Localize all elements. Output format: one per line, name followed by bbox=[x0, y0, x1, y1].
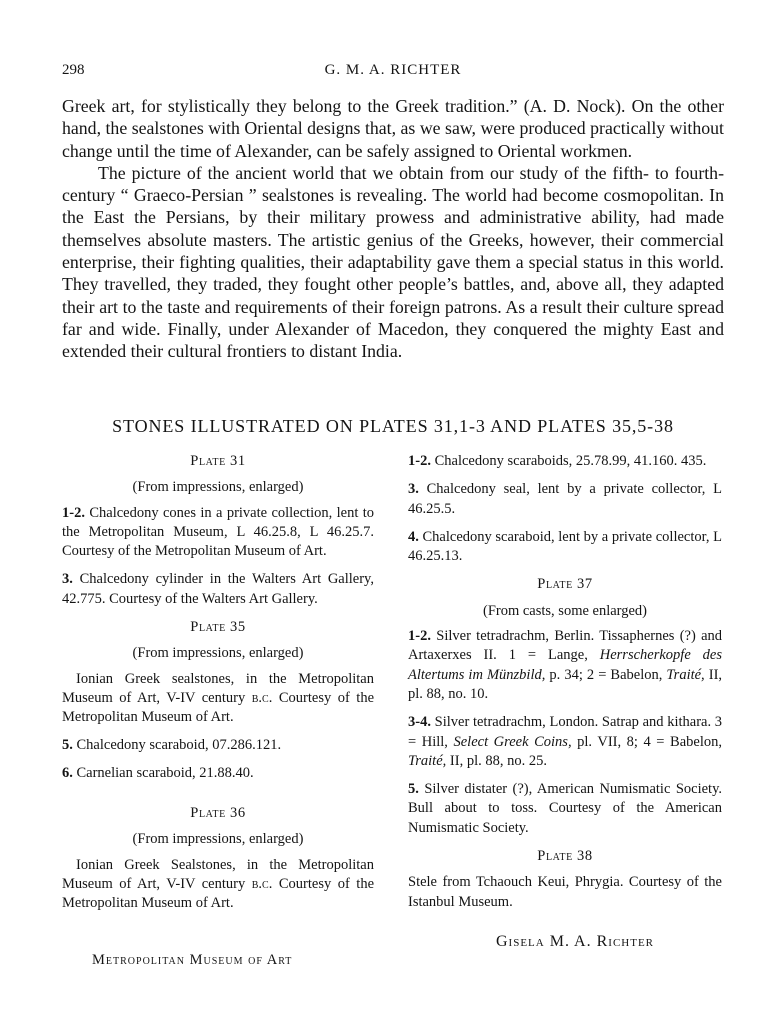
plate-entry bbox=[62, 570, 374, 609]
entry-text: Chalcedony cylinder in the Walters Art Gallery, 42.775. Courtesy of the Walters Art Gallery. bbox=[62, 571, 374, 607]
era-abbrev: b.c. bbox=[251, 876, 273, 893]
entry-text: Silver tetradrachm, Berlin. Tissaphernes (?) and Artaxerxes II. 1 = Lange, bbox=[408, 628, 723, 664]
entry-number: 1-2. bbox=[62, 504, 85, 521]
plate-note: (From casts, some enlarged) bbox=[482, 602, 648, 619]
plate-note: (From impressions, enlarged) bbox=[132, 831, 304, 848]
entry-number: 5. bbox=[62, 736, 73, 753]
left-column bbox=[62, 452, 374, 922]
citation-title: Herrscherkopfe des Altertums im Münzbild, bbox=[408, 647, 722, 683]
plate-entry bbox=[408, 780, 722, 838]
section-title: STONES ILLUSTRATED ON PLATES 31,1-3 AND PLATES 35,5-38 bbox=[112, 416, 674, 436]
body-text bbox=[62, 95, 724, 363]
entry-number: 1-2. bbox=[408, 628, 431, 645]
entry-number: 3-4. bbox=[408, 714, 431, 731]
entry-text: Chalcedony seal, lent by a private collector, L 46.25.5. bbox=[408, 481, 722, 517]
plate-entry bbox=[408, 627, 722, 704]
plate-heading: Plate 38 bbox=[537, 848, 593, 865]
entry-number: 3. bbox=[408, 481, 419, 498]
author-affiliation: Metropolitan Museum of Art bbox=[92, 952, 293, 968]
entry-text: Carnelian scaraboid, 21.88.40. bbox=[76, 764, 254, 781]
plate-note: (From impressions, enlarged) bbox=[132, 645, 304, 662]
plate-note: (From impressions, enlarged) bbox=[132, 479, 304, 496]
plate-heading: Plate 36 bbox=[190, 805, 246, 822]
body-paragraph: The picture of the ancient world that we obtain from our study of the fifth- to fourth-century “ Graeco-Persian ” sealstones is revealing. The world had become cosmopolitan. In the East the Persians, by their military prowess and administrative ability, had made themselves absolute masters. The artistic genius of the Greeks, however, their commercial enterprise, their fighting qualities, their adaptability gave them a special status in this world. They travelled, they traded, they fought other people’s battles, and, above all, they adapted their art to the taste and requirements of their foreign patrons. As a result their culture spread far and wide. Finally, under Alexander of Macedon, they conquered the mighty East and extended their cultural frontiers to distant India. bbox=[62, 162, 724, 362]
entry-text: pl. VII, 8; 4 = Babelon, bbox=[577, 733, 722, 750]
body-paragraph: Greek art, for stylistically they belong to the Greek tradition.” (A. D. Nock). On the other hand, the sealstones with Oriental designs that, as we saw, were produced practically without change until the time of Alexander, can be safely assigned to Oriental workmen. bbox=[62, 96, 724, 161]
plate-entry bbox=[408, 452, 722, 471]
plate-entry: Stele from Tchaouch Keui, Phrygia. Courtesy of the Istanbul Museum. bbox=[408, 874, 722, 910]
entry-text: Chalcedony scaraboids, 25.78.99, 41.160. 435. bbox=[434, 453, 707, 469]
entry-text: Chalcedony cones in a private collection, lent to the Metropolitan Museum, L 46.25.8, L 46.25.7. Courtesy of the Metropolitan Museum of Art. bbox=[62, 504, 375, 560]
entry-text: Silver tetradrachm, London. Satrap and kithara. 3 = Hill, bbox=[408, 714, 722, 750]
citation-title: Traité, bbox=[408, 752, 447, 769]
intro-text: Courtesy of the Metropolitan Museum of Art. bbox=[62, 689, 375, 726]
author-signature: Gisela M. A. Richter bbox=[496, 933, 655, 950]
entry-number: 1-2. bbox=[408, 453, 431, 469]
entry-text: II, pl. 88, no. 10. bbox=[408, 666, 723, 702]
intro-text: Ionian Greek Sealstones, in the Metropolitan Museum of Art, V-IV century bbox=[62, 856, 374, 893]
plate-intro bbox=[62, 670, 374, 728]
entry-text: II, pl. 88, no. 25. bbox=[449, 752, 547, 769]
running-head: G. M. A. RICHTER bbox=[324, 62, 462, 78]
citation-title: Select Greek Coins, bbox=[453, 733, 572, 750]
entry-text: p. 34; 2 = Babelon, bbox=[549, 666, 663, 683]
entry-text: Chalcedony scaraboid, lent by a private collector, L 46.25.13. bbox=[408, 528, 722, 565]
right-column bbox=[408, 452, 722, 921]
intro-text: Courtesy of the Metropolitan Museum of Art. bbox=[62, 876, 375, 912]
plate-entry bbox=[408, 528, 722, 567]
plate-heading: Plate 37 bbox=[537, 576, 593, 593]
plate-entry bbox=[62, 764, 374, 783]
citation-title: Traité, bbox=[666, 666, 705, 683]
plate-entry bbox=[408, 713, 722, 771]
page-number: 298 bbox=[62, 62, 85, 78]
plate-entry bbox=[408, 480, 722, 519]
intro-text: Ionian Greek sealstones, in the Metropolitan Museum of Art, V-IV century bbox=[62, 670, 374, 706]
entry-number: 5. bbox=[408, 781, 419, 798]
entry-text: Chalcedony scaraboid, 07.286.121. bbox=[76, 736, 282, 753]
entry-number: 3. bbox=[62, 571, 73, 588]
era-abbrev: b.c. bbox=[251, 689, 273, 706]
plate-heading: Plate 31 bbox=[190, 453, 246, 469]
entry-number: 6. bbox=[62, 764, 73, 781]
entry-number: 4. bbox=[408, 528, 419, 545]
plate-heading: Plate 35 bbox=[190, 619, 246, 636]
entry-text: Silver distater (?), American Numismatic Society. Bull about to toss. Courtesy of the American Numismatic Society. bbox=[408, 781, 723, 836]
plate-entry bbox=[62, 736, 374, 755]
plate-intro bbox=[62, 856, 374, 914]
plate-entry bbox=[62, 504, 374, 562]
page-header bbox=[62, 62, 724, 84]
